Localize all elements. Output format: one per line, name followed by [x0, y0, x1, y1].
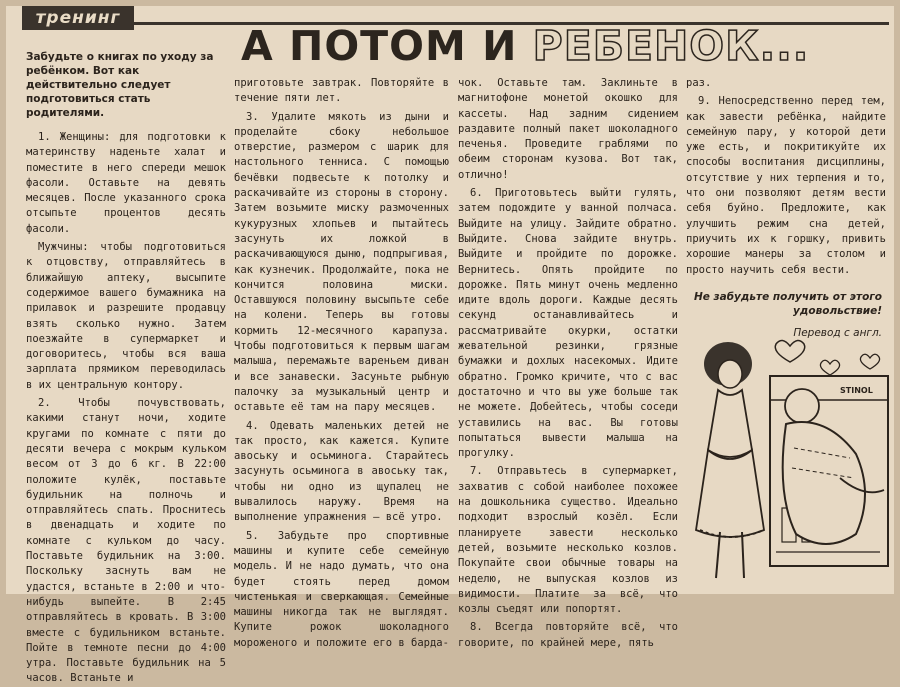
paragraph: 8. Всегда повторяйте всё, что говорите, по крайней мере, пять: [458, 621, 678, 649]
newspaper-clipping: [6, 6, 894, 685]
article-headline: [241, 20, 891, 72]
headline-part-2: РЕБЕНОК...: [532, 22, 810, 70]
section-label: тренинг: [22, 6, 134, 30]
man-head: [785, 389, 819, 423]
column-2: [234, 76, 449, 649]
paragraph: приготовьте завтрак. Повторяйте в течение пяти лет.: [234, 77, 449, 105]
paragraph: 1. Женщины: для подготовки к материнству наденьте халат и поместите в него спереди мешок фасоли. Оставьте на девять месяцев. После указанного срока отсыпьте процентов десять фасоли.: [26, 131, 226, 235]
paragraph: 7. Отправьтесь в супермаркет, захватив с собой наиболее похожее на дошкольника существо. Идеально подходит взрослый козёл. Если планируете завести несколько детей, возьмите несколько козлов. Покупайте свои обычные товары на неделю, не выпуская козлов из видимости. Платите за всё, что козлы съедят или попортят.: [458, 465, 678, 616]
paragraph: 3. Удалите мякоть из дыни и проделайте сбоку небольшое отверстие, размером с шарик для настольного тенниса. С помощью бечёвки подвесьте к потолку и раскачивайте из стороны в сторону. Затем возьмите миску размоченных кукурузных хлопьев и пытайтесь засунуть их ложкой в раскачивающуюся дыню, подпрыгивая, как кузнечик. Продолжайте, пока не кончится половина миски. Оставшуюся половину высыпьте себе на колени. Теперь вы готовы кормить 12-месячного карапуза. Чтобы подготовиться к первым шагам малыша, перемажьте вареньем диван и все занавески. Засуньте рыбную палочку за музыкальный центр и оставьте её там на пару месяцев.: [234, 110, 449, 414]
fridge-brand: STINOL: [840, 386, 873, 395]
paragraph: 6. Приготовьтесь выйти гулять, затем подождите у ванной полчаса. Выйдите на улицу. Зайдите обратно. Выйдите. Снова зайдите внутрь. Выйдите и пройдите по дорожке. Вернитесь. Опять пройдите по дорожке. Пять минут очень медленно идите вдоль дороги. Каждые десять секунд останавливайтесь и рассматривайте окурки, остатки жевательной резинки, грязные бумажки и дохлых насекомых. Идите обратно. Громко кричите, что с вас достаточно и что вы уже больше так не можете. Добейтесь, чтобы соседи уставились на вас. Вы готовы попытаться вывести малыша на прогулку.: [458, 187, 678, 460]
translation-credit: Перевод с англ.: [793, 326, 882, 339]
paragraph: 5. Забудьте про спортивные машины и купите себе семейную модель. И не надо думать, что она будет стоять перед домом чистенькая и сверкающая. Семейные машины никогда так не выглядят. Купите рожок шоколадного мороженого и положите его в барда-: [234, 529, 449, 649]
paragraph: 4. Одевать маленьких детей не так просто, как кажется. Купите авоську и осьминога. Старайтесь засунуть осьминога в авоську так, чтобы ни одно из щупалец не вывалилось наружу. Время на выполнение упражнения – всё утро.: [234, 419, 449, 524]
paragraph: 2. Чтобы почувствовать, какими станут ночи, ходите кругами по комнате с пяти до десяти вечера с мокрым кульком весом от 3 до 6 кг. В 22:00 положите кулёк, поставьте будильник на полночь и отправляйтесь спать. Проснитесь в двенадцать и ходите по комнате с кульком до часу. Поставьте будильник на 3:00. Поскольку заснуть вам не удастся, встаньте в 2:00 и что-нибудь выпейте. В 2:45 отправляйтесь в кровать. В 3:00 вместе с будильником встаньте. Пойте в темноте песни до 4:00 утра. Поставьте будильник на 5 часов. Встаньте и: [26, 397, 226, 685]
woman-face: [718, 360, 742, 388]
cartoon-couple-fridge-illustration: [690, 328, 894, 594]
column-3: [458, 76, 678, 649]
paragraph: раз.: [686, 77, 712, 89]
paragraph: 9. Непосредственно перед тем, как завести ребёнка, найдите семейную пару, у которой дети уже есть, и покритикуйте их способы воспитания дисциплины, отсутствие у них терпения и то, что они позволяют детям вести себя буйно. Предложите, как улучшить режим сна детей, приучить их к горшку, привить хорошие манеры за столом и просто научить себя вести.: [686, 95, 886, 276]
column-4: [686, 76, 886, 339]
woman-dress: [708, 390, 752, 457]
man-body: [783, 422, 865, 544]
paragraph: чок. Оставьте там. Заклиньте в магнитофоне монетой окошко для кассеты. Над задним сидением раздавите полный пакет шоколадного печенья. Проведите граблями по обеим сторонам кузова. Вот так, отлично!: [458, 77, 678, 181]
heart-icon: [775, 340, 804, 362]
article-lead: Забудьте о книгах по уходу за ребёнком. Вот как действительно следует подготовиться стать родителями.: [26, 51, 214, 119]
heart-icon: [820, 360, 839, 375]
column-1: [26, 50, 226, 685]
headline-part-1: А ПОТОМ И: [241, 22, 533, 70]
heart-icon: [860, 354, 879, 369]
paragraph: Мужчины: чтобы подготовиться к отцовству, отправляйтесь в ближайшую аптеку, высыпите содержимое вашего бумажника на прилавок и разрешите продавцу взять сколько нужно. Затем поезжайте в супермаркет и договоритесь, чтобы вся ваша зарплата прямиком переводилась в их центральную контору.: [26, 241, 226, 391]
closing-line: Не забудьте получить от этого удовольствие!: [693, 290, 882, 317]
